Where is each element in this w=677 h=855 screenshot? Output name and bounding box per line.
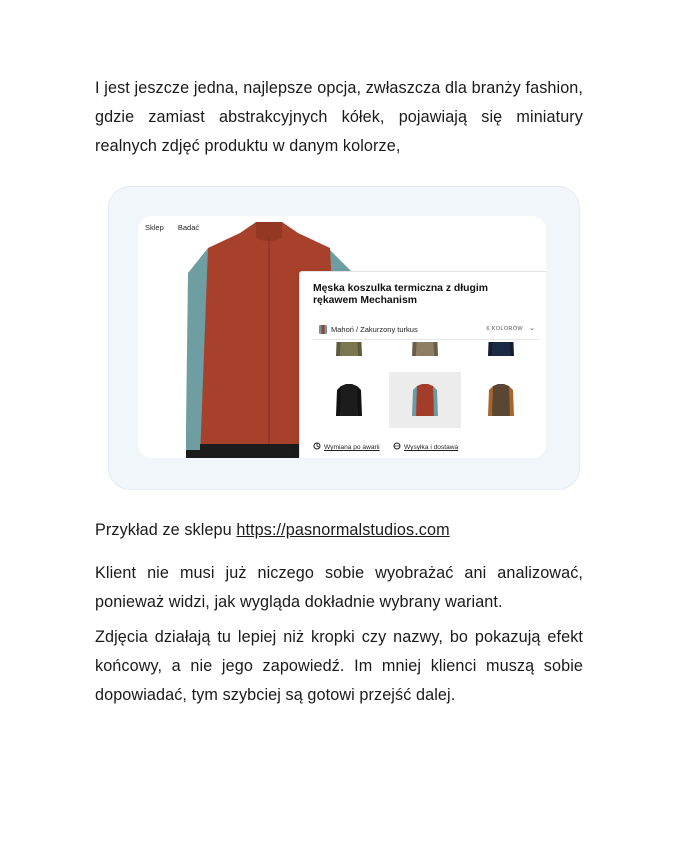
product-options-panel bbox=[299, 271, 546, 458]
nav-item-shop[interactable]: Sklep bbox=[145, 223, 164, 232]
exchange-link-label: Wymiana po awarii bbox=[324, 444, 380, 451]
intro-paragraph: I jest jeszcze jedna, najlepsze opcja, zwłaszcza dla branży fashion, gdzie zamiast abstrakcyjnych kółek, pojawiają się miniatury realnych zdjęć produktu w danym kolorze, bbox=[95, 79, 583, 155]
shipping-link-label: Wysyłka i dostawa bbox=[404, 444, 459, 451]
variant-thumbnail[interactable] bbox=[389, 372, 461, 428]
exchange-link[interactable] bbox=[313, 442, 380, 451]
exchange-icon bbox=[313, 442, 321, 450]
chevron-down-icon: ⌄ bbox=[529, 325, 535, 332]
source-line bbox=[95, 516, 583, 545]
source-link[interactable]: https://pasnormalstudios.com bbox=[236, 521, 450, 539]
color-count: 6 KOLORÓW bbox=[486, 326, 523, 332]
variant-jersey-icon bbox=[313, 342, 385, 368]
variant-thumbnail[interactable] bbox=[465, 372, 537, 428]
paragraph-2: Klient nie musi już niczego sobie wyobrażać ani analizować, ponieważ widzi, jak wygląda dokładnie wybrany wariant. bbox=[95, 564, 583, 611]
paragraph-3: Zdjęcia działają tu lepiej niż kropki czy nazwy, bo pokazują efekt końcowy, a nie jego zapowiedź. Im mniej klienci muszą sobie dopowiadać, tym szybciej są gotowi przejść dalej. bbox=[95, 628, 583, 704]
shipping-link[interactable] bbox=[393, 442, 458, 451]
variant-jersey-icon bbox=[465, 342, 537, 368]
selected-color: Mahoń / Zakurzony turkus bbox=[331, 325, 418, 334]
variant-jersey-icon bbox=[389, 372, 461, 428]
globe-icon bbox=[393, 442, 401, 450]
nav-item-explore[interactable]: Badać bbox=[177, 223, 200, 232]
color-swatch-icon bbox=[319, 325, 327, 334]
variant-thumbnail-grid bbox=[313, 342, 539, 428]
variant-thumbnail[interactable] bbox=[465, 342, 537, 368]
variant-thumbnail[interactable] bbox=[389, 342, 461, 368]
product-title: Męska koszulka termiczna z długim rękawem Mechanism bbox=[313, 283, 488, 306]
variant-jersey-icon bbox=[389, 342, 461, 368]
color-selector[interactable] bbox=[313, 321, 539, 340]
variant-jersey-icon bbox=[313, 372, 385, 428]
variant-jersey-icon bbox=[465, 372, 537, 428]
source-prefix: Przykład ze sklepu bbox=[95, 521, 237, 539]
variant-thumbnail[interactable] bbox=[313, 342, 385, 368]
variant-thumbnail[interactable] bbox=[313, 372, 385, 428]
product-page-screenshot bbox=[138, 216, 546, 458]
